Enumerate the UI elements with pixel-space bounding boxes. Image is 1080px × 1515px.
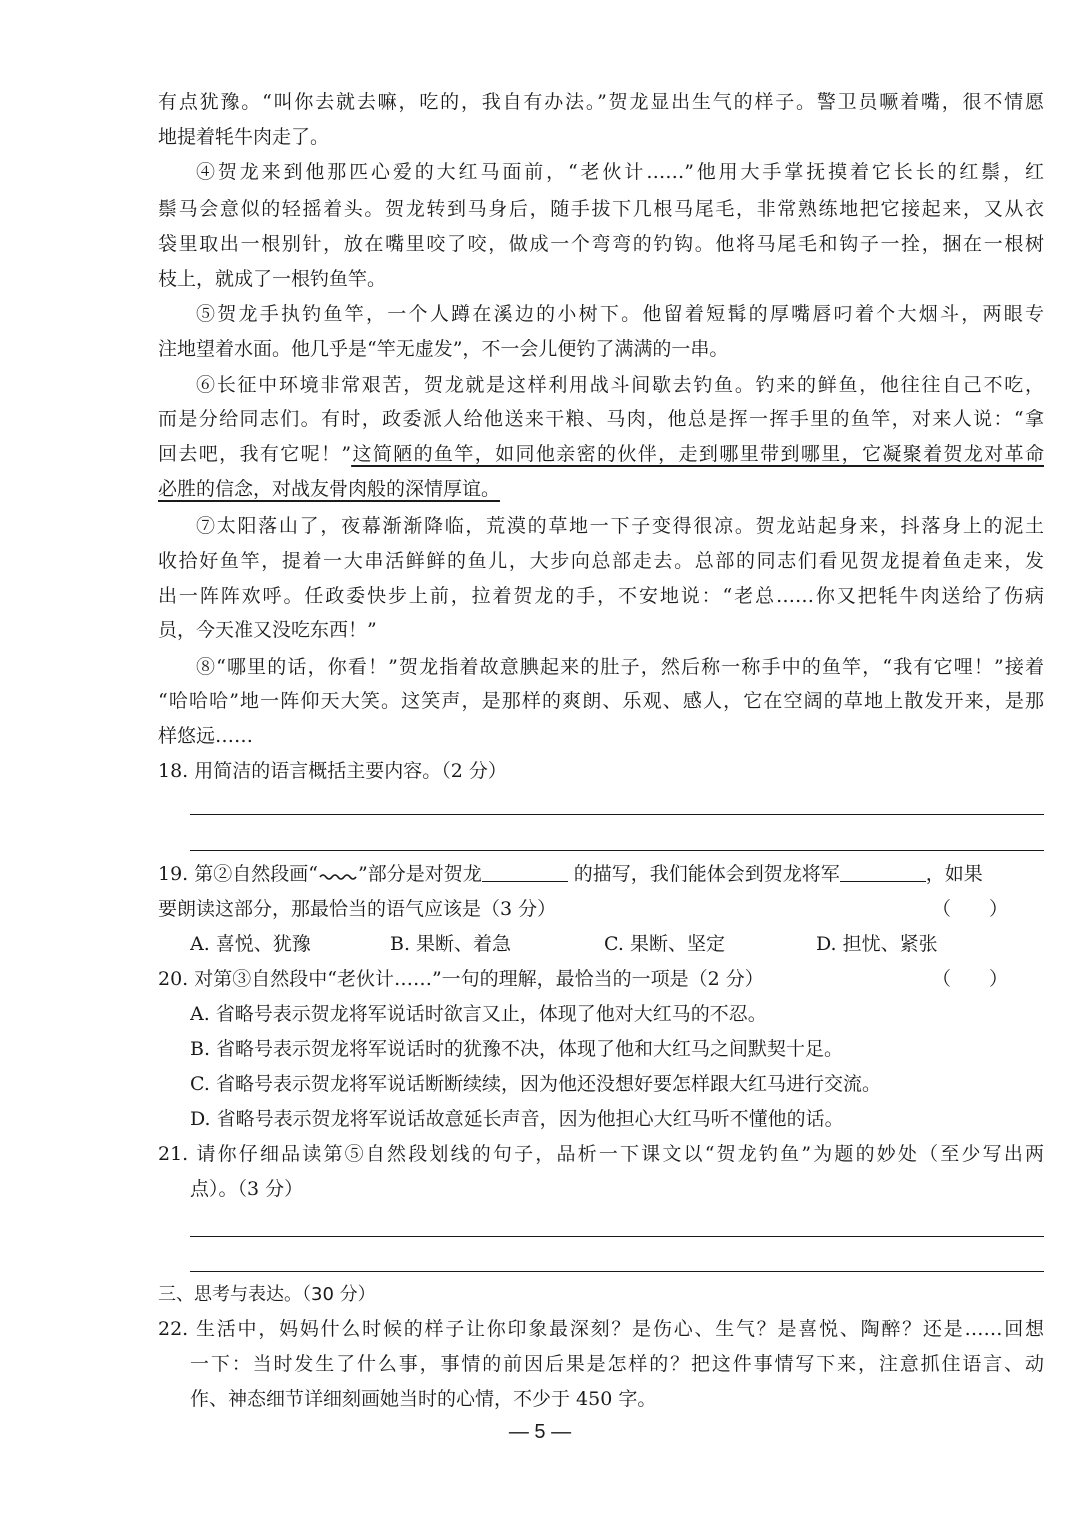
passage-line: “哈哈哈”地一阵仰天大笑。这笑声，是那样的爽朗、乐观、感人，它在空阔的草地上散发开来，是那 — [158, 690, 1044, 712]
answer-line[interactable] — [190, 1236, 1044, 1237]
question-18: 18. 用简洁的语言概括主要内容。（2 分） — [158, 760, 507, 782]
q19-text: ，如果 — [925, 863, 983, 885]
option-b[interactable]: B. 省略号表示贺龙将军说话时的犹豫不决，体现了他和大红马之间默契十足。 — [190, 1038, 844, 1060]
passage-line: 样悠远…… — [158, 725, 254, 747]
passage-line: 收拾好鱼竿，提着一大串活鲜鲜的鱼儿，大步向总部走去。总部的同志们看见贺龙提着鱼走来，发 — [158, 550, 1044, 572]
answer-line[interactable] — [190, 1271, 1044, 1272]
fill-blank[interactable] — [482, 859, 568, 882]
passage-line: 鬃马会意似的轻摇着头。贺龙转到马身后，随手拔下几根马尾毛，非常熟练地把它接起来，又从衣 — [158, 198, 1044, 220]
option-b[interactable]: B. 果断、着急 — [390, 933, 512, 955]
q19-text: 19. 第②自然段画“ — [158, 863, 318, 885]
option-d[interactable]: D. 担忧、紧张 — [816, 933, 938, 955]
passage-line: ④贺龙来到他那匹心爱的大红马面前，“老伙计……”他用大手掌抚摸着它长长的红鬃，红 — [196, 161, 1044, 183]
section-heading: 三、思考与表达。（30 分） — [158, 1284, 376, 1305]
wavy-underline-icon — [318, 870, 358, 884]
option-d[interactable]: D. 省略号表示贺龙将军说话故意延长声音，因为他担心大红马听不懂他的话。 — [190, 1108, 844, 1130]
passage-line: 而是分给同志们。有时，政委派人给他送来干粮、马肉，他总是挥一挥手里的鱼竿，对来人说：“拿 — [158, 408, 1044, 430]
page-number: — 5 — — [508, 1421, 572, 1443]
fill-blank[interactable] — [840, 859, 926, 882]
answer-line[interactable] — [190, 850, 1044, 851]
option-c[interactable]: C. 果断、坚定 — [604, 933, 725, 955]
q20-text: 20. 对第③自然段中“老伙计……”一句的理解，最恰当的一项是（2 分） — [158, 968, 764, 990]
question-22-line: 一下：当时发生了什么事，事情的前因后果是怎样的？把这件事情写下来，注意抓住语言、动 — [190, 1353, 1044, 1375]
passage-line: 注地望着水面。他几乎是“竿无虚发”，不一会儿便钓了满满的一串。 — [158, 338, 729, 360]
answer-paren[interactable]: （ ） — [931, 898, 1008, 920]
passage-line: 有点犹豫。“叫你去就去嘛，吃的，我自有办法。”贺龙显出生气的样子。警卫员噘着嘴，很不情愿 — [158, 91, 1044, 113]
question-21-line2: 点）。（3 分） — [190, 1178, 304, 1200]
passage-line: 枝上，就成了一根钓鱼竿。 — [158, 268, 387, 290]
passage-line: 员，今天准又没吃东西！” — [158, 619, 377, 641]
question-19-line2 — [158, 893, 1044, 925]
q19-text: 要朗读这部分，那最恰当的语气应该是（3 分） — [158, 898, 557, 920]
passage-line: ⑧“哪里的话，你看！”贺龙指着故意腆起来的肚子，然后称一称手中的鱼竿，“我有它哩！”接着 — [196, 656, 1044, 678]
answer-paren[interactable]: （ ） — [931, 968, 1008, 990]
question-20 — [158, 963, 1044, 995]
option-c[interactable]: C. 省略号表示贺龙将军说话断断续续，因为他还没想好要怎样跟大红马进行交流。 — [190, 1073, 881, 1095]
q19-options — [190, 928, 1044, 960]
passage-line: 袋里取出一根别针，放在嘴里咬了咬，做成一个弯弯的钓钩。他将马尾毛和钩子一拴，捆在一根树 — [158, 233, 1044, 255]
question-22-line: 作、神态细节详细刻画她当时的心情，不少于 450 字。 — [190, 1388, 657, 1410]
underlined-sentence: 这简陋的鱼竿，如同他亲密的伙伴，走到哪里带到哪里，它凝聚着贺龙对革命 — [351, 443, 1044, 465]
passage-line: ⑦太阳落山了，夜幕渐渐降临，荒漠的草地一下子变得很凉。贺龙站起身来，抖落身上的泥土 — [196, 515, 1044, 537]
passage-line: 出一阵阵欢呼。任政委快步上前，拉着贺龙的手，不安地说：“老总……你又把牦牛肉送给了伤病 — [158, 585, 1044, 607]
option-a[interactable]: A. 省略号表示贺龙将军说话时欲言又止，体现了他对大红马的不忍。 — [190, 1003, 767, 1025]
q19-text: 的描写，我们能体会到贺龙将军 — [567, 863, 840, 885]
q19-text: ”部分是对贺龙 — [357, 863, 482, 885]
underlined-sentence: 必胜的信念，对战友骨肉般的深情厚谊。 — [158, 478, 501, 500]
passage-text: 回去吧，我有它呢！” — [158, 443, 352, 465]
answer-line[interactable] — [190, 814, 1044, 815]
passage-line: ⑥长征中环境非常艰苦，贺龙就是这样利用战斗间歇去钓鱼。钓来的鲜鱼，他往往自己不吃， — [196, 374, 1044, 396]
passage-line: ⑤贺龙手执钓鱼竿，一个人蹲在溪边的小树下。他留着短髯的厚嘴唇叼着个大烟斗，两眼专 — [196, 303, 1044, 325]
question-22: 22. 生活中，妈妈什么时候的样子让你印象最深刻？是伤心、生气？是喜悦、陶醉？还是……回想 — [158, 1318, 1044, 1340]
passage-line — [158, 473, 1044, 505]
option-a[interactable]: A. 喜悦、犹豫 — [190, 933, 311, 955]
passage-line-mixed — [158, 438, 1044, 470]
passage-line: 地提着牦牛肉走了。 — [158, 126, 330, 148]
question-19 — [158, 858, 1044, 890]
question-21: 21. 请你仔细品读第⑤自然段划线的句子，品析一下课文以“贺龙钓鱼”为题的妙处（至少写出两 — [158, 1143, 1044, 1165]
